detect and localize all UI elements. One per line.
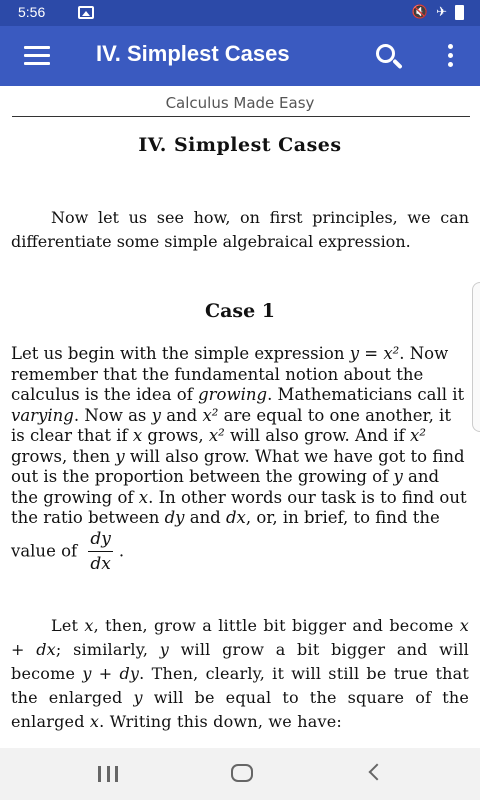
app-title: IV. Simplest Cases (96, 41, 290, 66)
mute-icon: 🔇 (411, 4, 429, 19)
back-icon[interactable] (369, 764, 386, 781)
header-divider (12, 116, 470, 117)
paragraph-intro: Now let us see how, on first principles, we can differentiate some simple algebraical expression. (11, 208, 469, 251)
case-title: Case 1 (204, 300, 276, 322)
navigation-bar (0, 748, 480, 800)
status-time: 5:56 (18, 4, 46, 20)
battery-icon (455, 5, 464, 20)
search-icon[interactable] (374, 42, 404, 72)
chapter-title: IV. Simplest Cases (138, 134, 342, 156)
status-icons (412, 4, 464, 20)
status-bar (0, 0, 480, 26)
book-header: Calculus Made Easy (165, 94, 315, 112)
home-icon[interactable] (231, 764, 253, 782)
airplane-icon: ✈ (436, 4, 447, 19)
edge-panel-handle[interactable] (472, 282, 480, 432)
recents-icon[interactable] (98, 766, 118, 782)
image-icon (78, 6, 94, 19)
more-vert-icon[interactable] (440, 44, 460, 70)
app-bar (0, 26, 480, 86)
paragraph-let-x-grow: Let x, then, grow a little bit bigger and become x + dx; similarly, y will grow a bit bigger and will become y + dy. Then, clearly, it will still be true that the enlarged y will be equal to the square of the enlarged x. Writing this down, we have: (11, 616, 470, 731)
fraction-dy-dx: $\frac{dy}{dx}$ (90, 528, 111, 574)
hamburger-icon[interactable] (24, 46, 50, 66)
paragraph-case1: Let us begin with the simple expression y = x². Now remember that the fundamental notion about the calculus is the idea of growing. Mathematicians call it varying. Now as y and x² are equal to one another, it is clear that if x grows, x² will also grow. And if x² grows, then y will also grow. What we have got to find out is the proportion between the growing of y and the growing of x. In other words our task is to find out the ratio between dy and dx, or, in brief, to find the value of $\frac{dy}{dx}$ . (11, 344, 467, 574)
